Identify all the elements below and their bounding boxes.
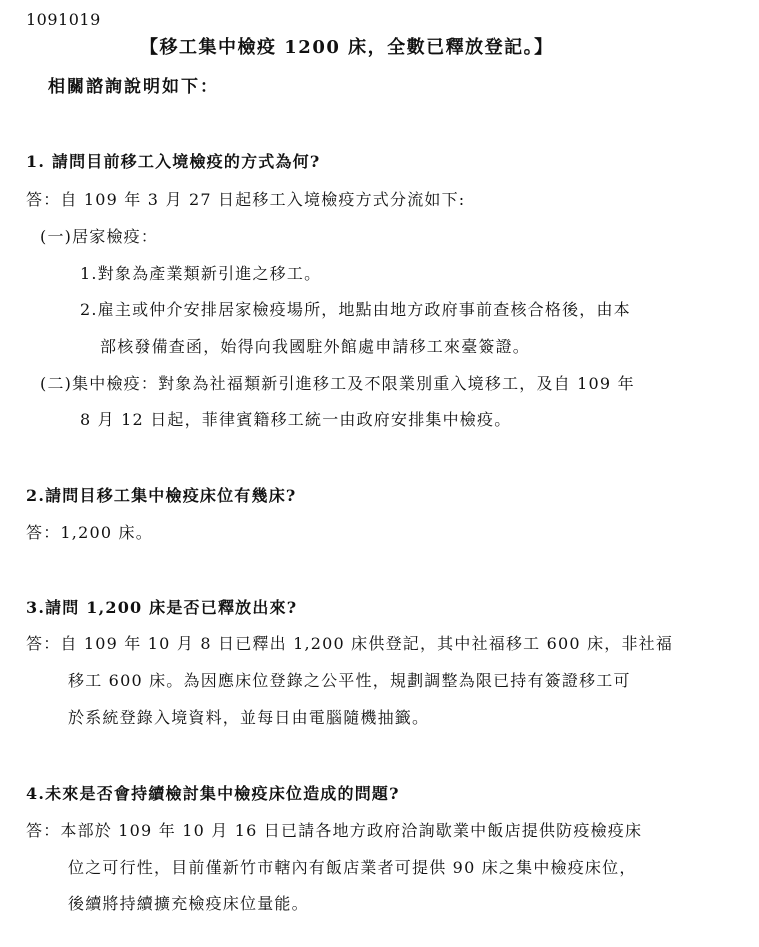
document-title: 【移工集中檢疫 1200 床，全數已釋放登記。】 [140,37,554,58]
q4-question: 4.未來是否會持續檢討集中檢疫床位造成的問題? [26,784,400,803]
q1-item1-sub1: 1.對象為產業類新引進之移工。 [80,264,322,283]
q1-item1-heading: (一)居家檢疫： [40,227,159,246]
q3-answer-line2: 移工 600 床。為因應床位登錄之公平性，規劃調整為限已持有簽證移工可 [68,671,631,690]
q4-answer-line2: 位之可行性，目前僅新竹市轄內有飯店業者可提供 90 床之集中檢疫床位， [68,858,637,877]
q1-item1-sub2-line1: 2.雇主或仲介安排居家檢疫場所，地點由地方政府事前查核合格後，由本 [80,300,631,319]
document-id: 1091019 [26,10,101,29]
q1-item2-line2: 8 月 12 日起，菲律賓籍移工統一由政府安排集中檢疫。 [80,410,512,429]
q3-answer-line1: 答：自 109 年 10 月 8 日已釋出 1,200 床供登記，其中社福移工 600 床，非社福 [26,634,674,653]
q3-answer-line3: 於系統登錄入境資料，並每日由電腦隨機抽籤。 [68,708,430,727]
document-subtitle: 相關諮詢說明如下： [48,77,219,97]
q1-answer-intro: 答：自 109 年 3 月 27 日起移工入境檢疫方式分流如下: [26,190,466,209]
q4-answer-line1: 答：本部於 109 年 10 月 16 日已請各地方政府洽詢歇業中飯店提供防疫檢疫床 [26,821,643,840]
q4-answer-line3: 後續將持續擴充檢疫床位量能。 [68,894,309,913]
q1-question: 1. 請問目前移工入境檢疫的方式為何? [26,152,321,171]
q2-answer: 答：1,200 床。 [26,523,153,542]
q1-item2-line1: (二)集中檢疫：對象為社福類新引進移工及不限業別重入境移工，及自 109 年 [40,374,635,393]
q1-item1-sub2-line2: 部核發備查函，始得向我國駐外館處申請移工來臺簽證。 [100,337,531,356]
q2-question: 2.請問目移工集中檢疫床位有幾床? [26,486,297,505]
q3-question: 3.請問 1,200 床是否已釋放出來? [26,598,298,617]
